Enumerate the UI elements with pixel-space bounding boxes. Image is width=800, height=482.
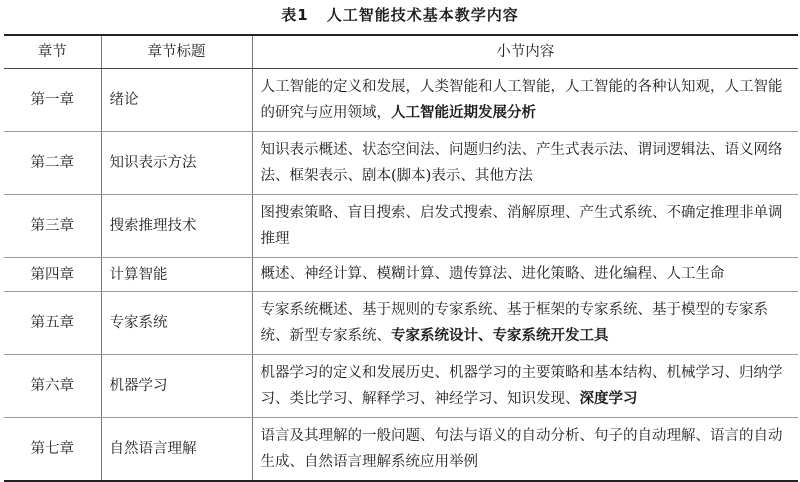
section-content-text: 语言及其理解的一般问题、句法与语义的自动分析、句子的自动理解、语言的自动生成、自然语言理解系统应用举例 <box>260 427 783 470</box>
section-content-highlight: 人工智能近期发展分析 <box>391 103 536 121</box>
section-content-text: 知识表示概述、状态空间法、问题归约法、产生式表示法、谓词逻辑法、语义网络法、框架表示、剧本(脚本)表示、其他方法 <box>260 141 783 184</box>
chapter-title: 专家系统 <box>101 292 252 355</box>
section-content-text: 人工智能的定义和发展，人类智能和人工智能，人工智能的各种认知观，人工智能的研究与应用领域， <box>260 78 783 121</box>
table-row <box>4 69 798 132</box>
chapter-title: 绪论 <box>101 69 252 132</box>
teaching-content-table <box>4 34 798 482</box>
chapter-number: 第六章 <box>4 355 101 418</box>
header-section-content: 小节内容 <box>252 35 798 69</box>
chapter-title: 搜索推理技术 <box>101 195 252 258</box>
section-content-text: 专家系统概述、基于规则的专家系统、基于框架的专家系统、基于模型的专家系统、新型专家系统、 <box>260 301 768 344</box>
chapter-number: 第一章 <box>4 69 101 132</box>
table-row <box>4 292 798 355</box>
section-content <box>252 132 798 195</box>
table-row <box>4 418 798 482</box>
table-row <box>4 355 798 418</box>
section-content-text: 机器学习的定义和发展历史、机器学习的主要策略和基本结构、机械学习、归纳学习、类比学习、解释学习、神经学习、知识发现、 <box>260 364 783 407</box>
chapter-title: 计算智能 <box>101 258 252 292</box>
table-row <box>4 258 798 292</box>
table-caption <box>0 2 800 28</box>
header-chapter: 章节 <box>4 35 101 69</box>
chapter-number: 第五章 <box>4 292 101 355</box>
chapter-title: 知识表示方法 <box>101 132 252 195</box>
section-content <box>252 292 798 355</box>
chapter-number: 第三章 <box>4 195 101 258</box>
header-chapter-title: 章节标题 <box>101 35 252 69</box>
section-content <box>252 195 798 258</box>
section-content <box>252 69 798 132</box>
table-number: 表1 <box>281 6 309 24</box>
table-row <box>4 195 798 258</box>
chapter-number: 第二章 <box>4 132 101 195</box>
section-content <box>252 418 798 482</box>
section-content-highlight: 专家系统设计、专家系统开发工具 <box>391 326 609 344</box>
chapter-title: 自然语言理解 <box>101 418 252 482</box>
chapter-number: 第四章 <box>4 258 101 292</box>
section-content-highlight: 深度学习 <box>579 389 638 407</box>
table-row <box>4 132 798 195</box>
section-content-text: 概述、神经计算、模糊计算、遗传算法、进化策略、进化编程、人工生命 <box>260 266 725 282</box>
section-content <box>252 258 798 292</box>
section-content-text: 图搜索策略、盲目搜索、启发式搜索、消解原理、产生式系统、不确定推理非单调推理 <box>260 204 783 247</box>
table-title: 人工智能技术基本教学内容 <box>326 6 519 24</box>
chapter-number: 第七章 <box>4 418 101 482</box>
table-header-row <box>4 35 798 69</box>
chapter-title: 机器学习 <box>101 355 252 418</box>
section-content <box>252 355 798 418</box>
